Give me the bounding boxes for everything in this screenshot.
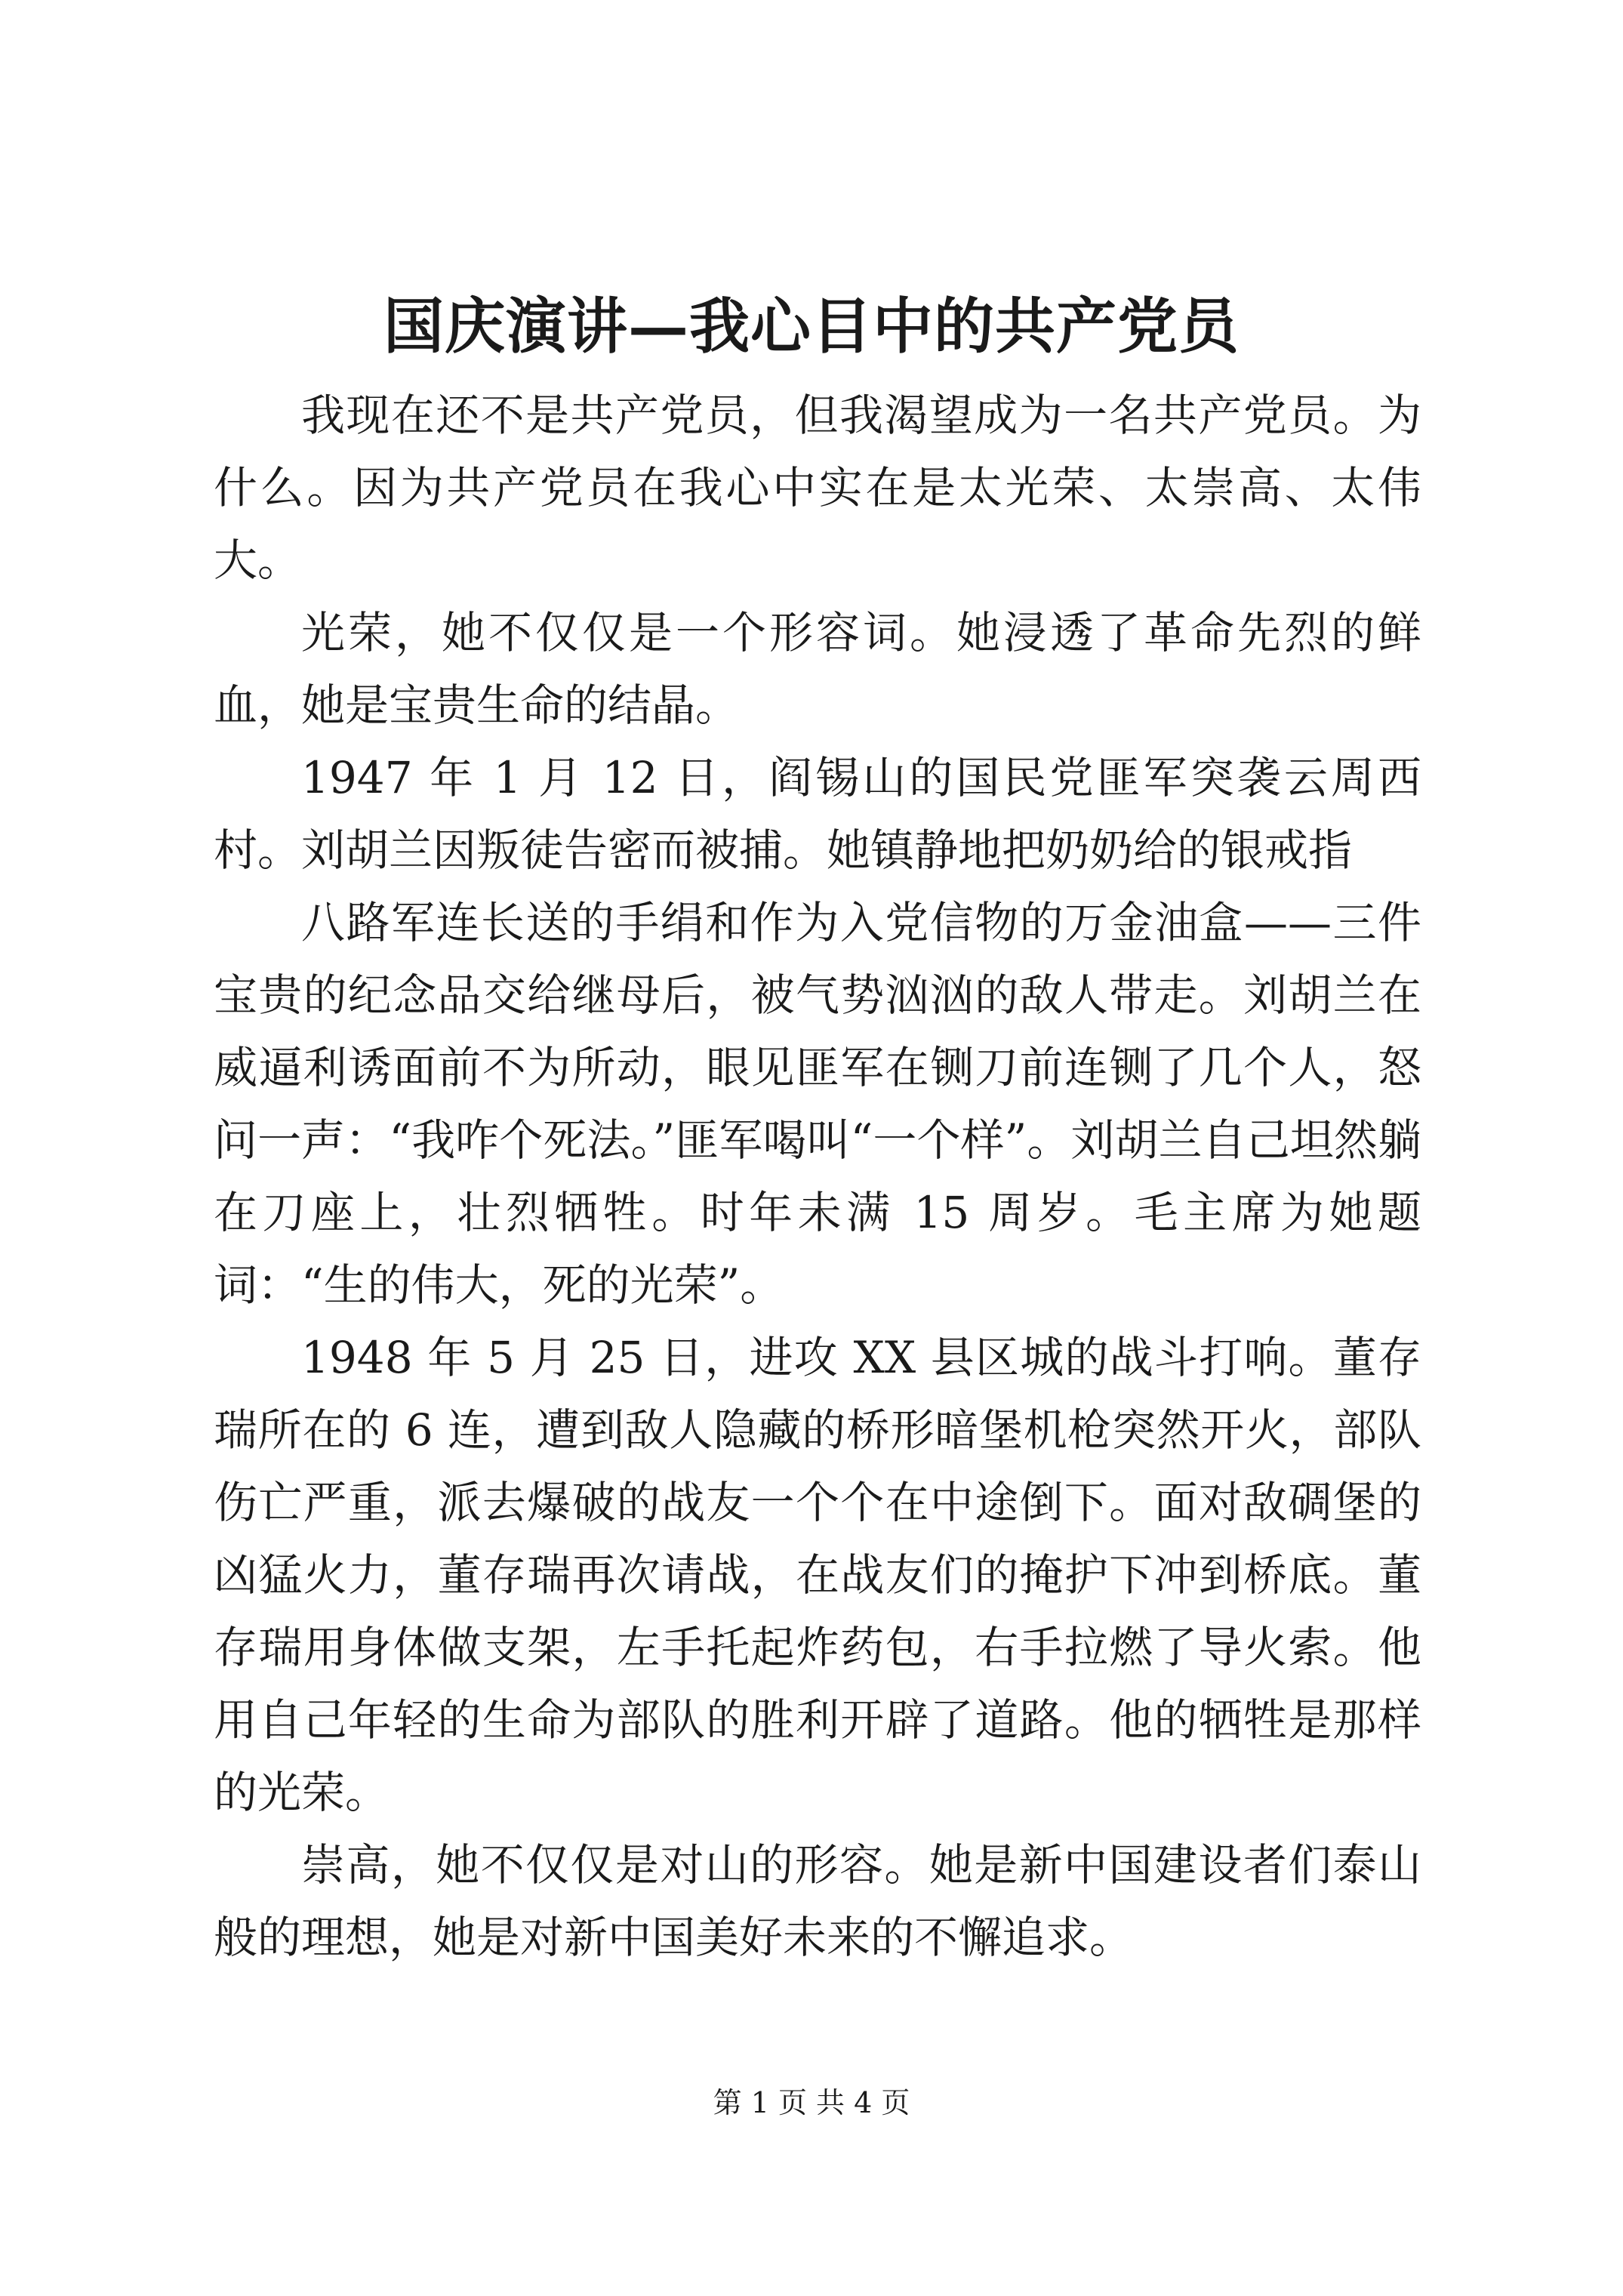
document-body	[214, 379, 1421, 1974]
paragraph: 1948 年 5 月 25 日，进攻 XX 县区城的战斗打响。董存瑞所在的 6 连，遭到敌人隐藏的桥形暗堡机枪突然开火，部队伤亡严重，派去爆破的战友一个个在中途倒下。面对敌碉堡的凶猛火力，董存瑞再次请战，在战友们的掩护下冲到桥底。董存瑞用身体做支架，左手托起炸药包，右手拉燃了导火索。他用自己年轻的生命为部队的胜利开辟了道路。他的牺牲是那样的光荣。	[214, 1332, 1421, 1818]
paragraph: 八路军连长送的手绢和作为入党信物的万金油盒——三件宝贵的纪念品交给继母后，被气势汹汹的敌人带走。刘胡兰在威逼利诱面前不为所动，眼见匪军在铡刀前连铡了几个人，怒问一声：“我咋个死法。”匪军喝叫“一个样”。刘胡兰自己坦然躺在刀座上，壮烈牺牲。时年未满 15 周岁。毛主席为她题词：“生的伟大，死的光荣”。	[214, 897, 1421, 1311]
page-number: 第 1 页 共 4 页	[713, 2086, 910, 2119]
paragraph: 光荣，她不仅仅是一个形容词。她浸透了革命先烈的鲜血，她是宝贵生命的结晶。	[214, 607, 1421, 731]
document-title: 国庆演讲—我心目中的共产党员	[383, 291, 1240, 362]
paragraph: 崇高，她不仅仅是对山的形容。她是新中国建设者们泰山般的理想，她是对新中国美好未来的不懈追求。	[214, 1839, 1421, 1963]
paragraph: 1947 年 1 月 12 日，阎锡山的国民党匪军突袭云周西村。刘胡兰因叛徒告密而被捕。她镇静地把奶奶给的银戒指	[214, 752, 1421, 876]
paragraph: 我现在还不是共产党员，但我渴望成为一名共产党员。为什么。因为共产党员在我心中实在是太光荣、太崇高、太伟大。	[214, 390, 1421, 586]
